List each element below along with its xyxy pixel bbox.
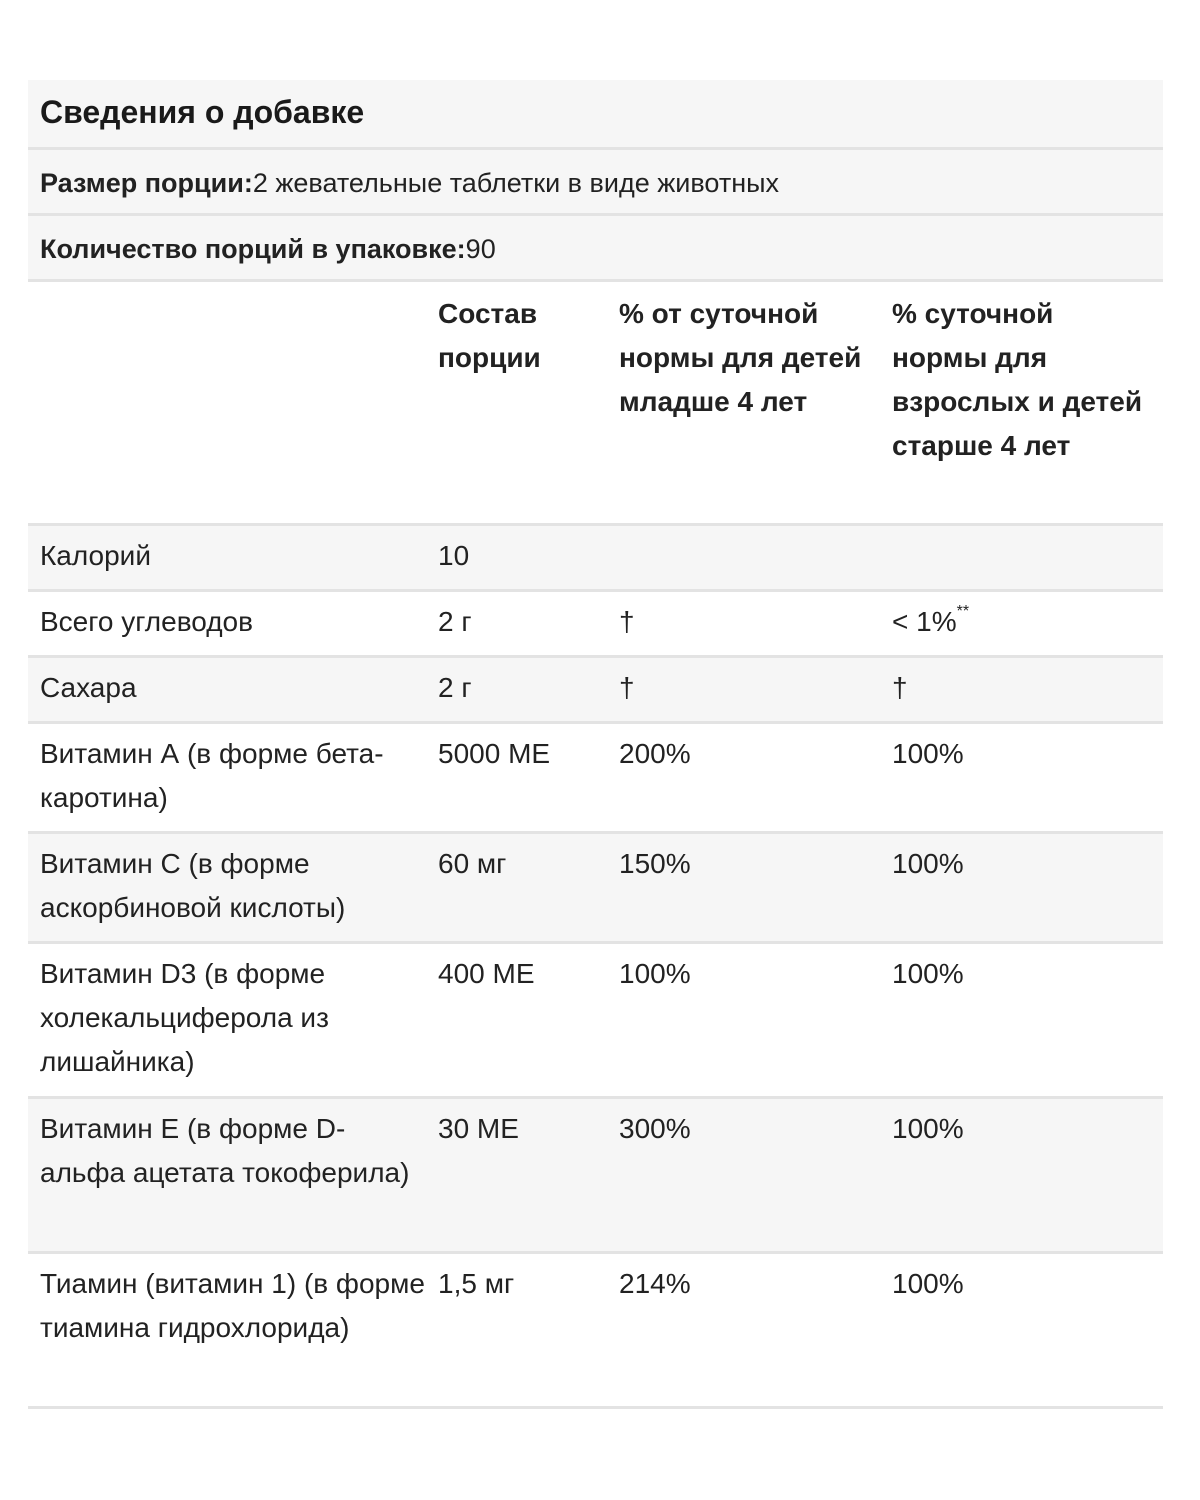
serving-size-label: Размер порции:	[40, 168, 253, 198]
nutrient-dv-children: †	[619, 606, 635, 637]
servings-per-container-value: 90	[465, 234, 496, 264]
table-row	[28, 658, 1163, 724]
nutrient-dv-adults: 100%	[892, 848, 964, 879]
page-title: Сведения о добавке	[40, 94, 365, 130]
table-row	[28, 526, 1163, 592]
nutrient-amount: 30 МЕ	[438, 1113, 519, 1144]
nutrient-dv-adults: 100%	[892, 958, 964, 989]
nutrient-amount: 1,5 мг	[438, 1268, 515, 1299]
nutrient-name: Витамин А (в форме бета-каротина)	[40, 738, 384, 813]
nutrient-name: Всего углеводов	[40, 606, 254, 637]
table-row	[28, 944, 1163, 1099]
serving-size-row	[28, 150, 1163, 216]
table-row	[28, 724, 1163, 834]
nutrient-dv-children: †	[619, 672, 635, 703]
nutrient-dv-children: 300%	[619, 1113, 691, 1144]
nutrient-amount: 10	[438, 540, 470, 571]
supplement-facts-panel	[28, 80, 1163, 1409]
nutrient-dv-adults: 100%	[892, 1268, 964, 1299]
nutrient-dv-children	[619, 526, 892, 534]
nutrient-name: Витамин E (в форме D-альфа ацетата токоферила)	[40, 1113, 410, 1188]
nutrient-name: Витамин D3 (в форме холекальциферола из лишайника)	[40, 958, 329, 1077]
nutrient-amount: 2 г	[438, 606, 472, 637]
header-amount: Состав порции	[438, 298, 541, 373]
header-dv-adults: % суточной нормы для взрослых и детей старше 4 лет	[892, 298, 1143, 461]
table-header-row	[28, 282, 1163, 526]
header-dv-children: % от суточной нормы для детей младше 4 лет	[619, 298, 862, 417]
nutrient-amount: 60 мг	[438, 848, 507, 879]
nutrient-dv-adults: 100%	[892, 738, 964, 769]
nutrient-amount: 2 г	[438, 672, 472, 703]
table-row	[28, 1099, 1163, 1254]
table-row	[28, 834, 1163, 944]
servings-per-container-label: Количество порций в упаковке:	[40, 234, 466, 264]
nutrient-name: Тиамин (витамин 1) (в форме тиамина гидрохлорида)	[40, 1268, 425, 1343]
nutrient-dv-children: 214%	[619, 1268, 691, 1299]
nutrient-amount: 5000 МЕ	[438, 738, 551, 769]
nutrient-dv-adults	[892, 526, 1163, 534]
serving-size-value: 2 жевательные таблетки в виде животных	[252, 168, 780, 198]
servings-per-container-row	[28, 216, 1163, 282]
nutrient-dv-children: 150%	[619, 848, 691, 879]
header-name	[28, 282, 438, 292]
table-row	[28, 1254, 1163, 1409]
nutrient-dv-adults: < 1%**	[892, 603, 970, 637]
nutrient-name: Калорий	[40, 540, 151, 571]
nutrient-name: Сахара	[40, 672, 137, 703]
title-row	[28, 80, 1163, 150]
nutrient-dv-adults: †	[892, 672, 908, 703]
table-row	[28, 592, 1163, 658]
nutrient-amount: 400 МЕ	[438, 958, 535, 989]
nutrient-dv-children: 200%	[619, 738, 691, 769]
nutrient-dv-children: 100%	[619, 958, 691, 989]
nutrient-dv-adults: 100%	[892, 1113, 964, 1144]
footnote-marker: **	[956, 603, 970, 620]
nutrient-name: Витамин C (в форме аскорбиновой кислоты)	[40, 848, 346, 923]
